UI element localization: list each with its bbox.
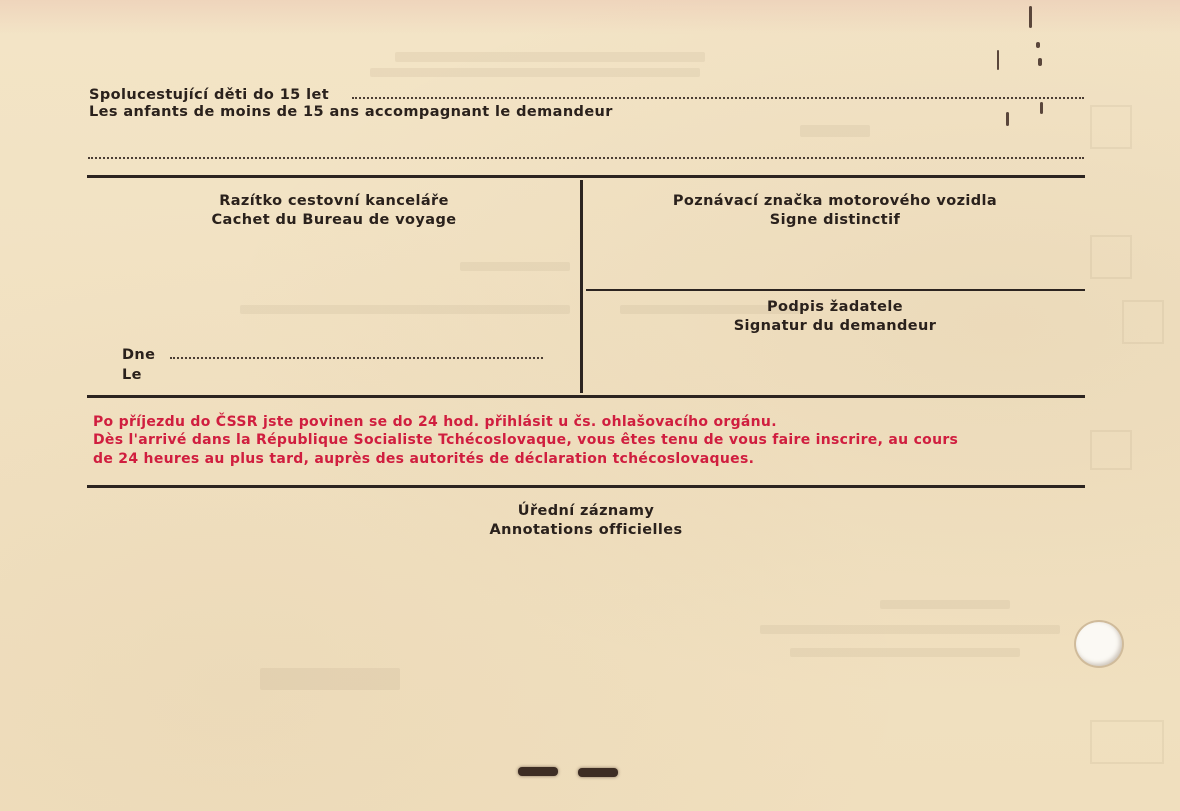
children-fill-line[interactable] [352, 97, 1084, 99]
signature-label-fr: Signatur du demandeur [733, 318, 937, 334]
stamp-area[interactable] [90, 232, 578, 342]
show-through-box [1090, 720, 1164, 764]
signature-area[interactable] [590, 340, 1080, 390]
section-divider [87, 395, 1085, 398]
notice-line-fr-1: Dès l'arrivé dans la République Socialiste Tchécoslovaque, vous êtes tenu de vous faire inscrire, au cours [93, 432, 959, 448]
punch-hole [1076, 622, 1122, 666]
staple-mark [518, 767, 558, 776]
date-fill-line[interactable] [170, 357, 543, 359]
paper-edge [0, 0, 1180, 34]
ink-speck [1036, 42, 1040, 48]
show-through-box [1090, 235, 1132, 279]
ink-speck [1038, 58, 1042, 66]
stamp-label-fr: Cachet du Bureau de voyage [211, 212, 457, 228]
children-label-cs: Spolucestující děti do 15 let [89, 87, 330, 103]
official-label-fr: Annotations officielles [489, 522, 683, 538]
ink-speck [1006, 112, 1009, 126]
notice-line-cs: Po příjezdu do ČSSR jste povinen se do 24 hod. přihlásit u čs. ohlašovacího orgánu. [93, 414, 777, 430]
official-label-cs: Úřední záznamy [517, 503, 655, 519]
ink-speck [1029, 6, 1032, 28]
show-through-text [395, 52, 705, 62]
section-divider [87, 175, 1085, 178]
show-through-text [370, 68, 700, 77]
cell-divider [586, 289, 1085, 291]
children-fill-line-2[interactable] [88, 157, 1084, 159]
official-annotations-area[interactable] [90, 545, 1080, 745]
column-divider [580, 180, 583, 393]
staple-mark [578, 768, 618, 777]
stamp-label-cs: Razítko cestovní kanceláře [219, 193, 449, 209]
ink-speck [997, 50, 999, 70]
section-divider [87, 485, 1085, 488]
show-through-box [1090, 430, 1132, 470]
date-label-fr: Le [122, 367, 142, 383]
date-label-cs: Dne [122, 347, 156, 363]
ink-speck [1040, 102, 1043, 114]
notice-line-fr-2: de 24 heures au plus tard, auprès des autorités de déclaration tchécoslovaques. [93, 451, 755, 467]
show-through-text [800, 125, 870, 137]
signature-label-cs: Podpis žadatele [767, 299, 903, 315]
children-label-fr: Les anfants de moins de 15 ans accompagnant le demandeur [89, 104, 613, 120]
vehicle-plate-area[interactable] [590, 232, 1080, 286]
vehicle-label-fr: Signe distinctif [769, 212, 901, 228]
show-through-box [1122, 300, 1164, 344]
show-through-box [1090, 105, 1132, 149]
vehicle-label-cs: Poznávací značka motorového vozidla [672, 193, 998, 209]
